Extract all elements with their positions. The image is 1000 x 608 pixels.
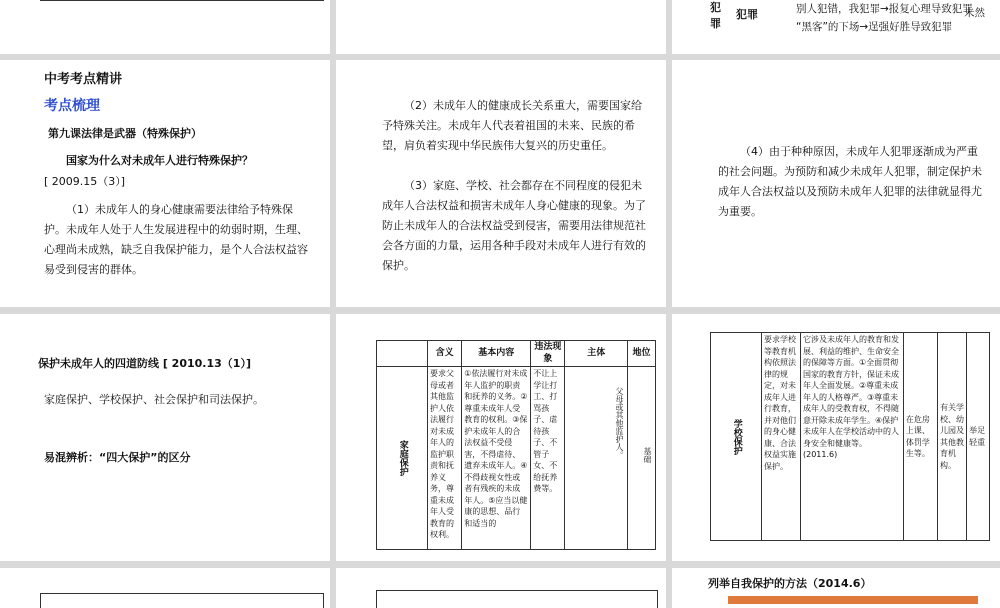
defense-body: 家庭保护、学校保护、社会保护和司法保护。 bbox=[44, 393, 264, 406]
slide-11 bbox=[336, 568, 666, 608]
header-meaning: 含义 bbox=[428, 341, 462, 367]
row-label: 家庭保护 bbox=[377, 367, 428, 550]
table-fragment bbox=[376, 590, 658, 608]
school-protection-table bbox=[710, 332, 990, 541]
cell-violation: 在危房上课、体罚学生等。 bbox=[903, 333, 937, 541]
self-protection-title: 列举自我保护的方法（2014.6） bbox=[708, 577, 872, 590]
table-row bbox=[377, 367, 656, 550]
paragraph-1: （1）未成年人的身心健康需要法律给予特殊保护。未成年人处于人生发展进程中的幼弱时期，生理、心理尚未成熟，缺乏自我保护能力，是个人合法权益容易受到侵害的群体。 bbox=[44, 203, 308, 276]
cell-meaning: 要求父母或者其他监护人依法履行对未成年人的监护职责和抚养义务，尊重未成年人受教育的权利。 bbox=[428, 367, 462, 550]
paragraph-4: （4）由于种种原因，未成年人犯罪逐渐成为严重的社会问题。为预防和减少未成年人犯罪，制定保护未成年人合法权益以及预防未成年人犯罪的法律就显得尤为重要。 bbox=[718, 145, 982, 218]
slide-7 bbox=[0, 314, 330, 561]
table-row bbox=[711, 333, 990, 541]
slide-8 bbox=[336, 314, 666, 561]
cell-content: 它涉及未成年人的教育和发展、利益的维护、生命安全的保障等方面。①全面贯彻国家的教育方针，保证未成年人全面发展。②尊重未成年人的人格尊严。③尊重未成年人的受教育权，不得随意开除未成年学生。④保护未成年人在学校活动中的人身安全和健康等。(2011.6) bbox=[801, 333, 904, 541]
slide-1 bbox=[0, 0, 330, 54]
slide-5 bbox=[336, 60, 666, 307]
cell-content: ①依法履行对未成年人监护的职责和抚养的义务。②尊重未成年人受教育的权利。③保护未成年人的合法权益不受侵害，不得虐待、遗弃未成年人。④不得歧视女性或者有残疾的未成年人。⑤应当以健康的思想、品行和适当的 bbox=[462, 367, 531, 550]
case-line-2: “黑客”的下场→逞强好胜导致犯罪 bbox=[796, 21, 953, 33]
cell-subject: 有关学校、幼儿园及其他教育机构。 bbox=[937, 333, 966, 541]
case-line-1: 别人犯错，我犯罪→报复心理导致犯罪 bbox=[796, 3, 973, 15]
slide-3 bbox=[672, 0, 1000, 54]
header-content: 基本内容 bbox=[462, 341, 531, 367]
row-label: 学校保护 bbox=[711, 333, 762, 541]
slide-4 bbox=[0, 60, 330, 307]
cell-meaning: 要求学校等教育机构依照法律的规定，对未成年人进行教育，并对他们的身心健康、合法权益实施保护。 bbox=[762, 333, 801, 541]
distinction-note: 易混辨析：“四大保护”的区分 bbox=[44, 451, 191, 464]
section-heading: 中考考点精讲 bbox=[44, 72, 123, 87]
header-violation: 违法现象 bbox=[531, 341, 565, 367]
section-subheading: 考点梳理 bbox=[44, 98, 100, 114]
paragraph-2: （2）未成年人的健康成长关系重大，需要国家给予特殊关注。未成年人代表着祖国的未来、民族的希望，肩负着实现中华民族伟大复兴的历史重任。 bbox=[382, 99, 642, 152]
family-protection-table bbox=[376, 340, 656, 550]
paragraph-3: （3）家庭、学校、社会都存在不同程度的侵犯未成年人合法权益和损害未成年人身心健康的现象。为了防止未成年人的合法权益受到侵害，需要用法律规范社会各方面的力量，运用各种手段对未成年人进行有效的保护。 bbox=[382, 179, 646, 272]
title-bar bbox=[728, 596, 978, 604]
cell-violation: 不让上学让打工、打骂孩子、虐待孩子、不管子女、不给抚养费等。 bbox=[531, 367, 565, 550]
side-label: 未然 bbox=[964, 7, 985, 19]
corner-cell bbox=[377, 341, 428, 367]
header-subject: 主体 bbox=[565, 341, 628, 367]
slide-6 bbox=[672, 60, 1000, 307]
question: 国家为什么对未成年人进行特殊保护？ bbox=[66, 154, 253, 167]
cell-status: 举足轻重 bbox=[967, 333, 990, 541]
vertical-label-2: 犯罪 bbox=[736, 8, 758, 21]
cell-status: 基础 bbox=[627, 367, 655, 550]
exam-ref: [ 2009.15（3）] bbox=[44, 175, 126, 188]
slide-12 bbox=[672, 568, 1000, 608]
table-fragment bbox=[40, 0, 324, 1]
table-header-row bbox=[377, 341, 656, 367]
header-status: 地位 bbox=[627, 341, 655, 367]
slide-10 bbox=[0, 568, 330, 608]
vertical-label-1: 犯罪 bbox=[710, 1, 721, 30]
slide-2 bbox=[336, 0, 666, 54]
slide-9 bbox=[672, 314, 1000, 561]
table-fragment bbox=[40, 593, 324, 608]
defense-title: 保护未成年人的四道防线 [ 2010.13（1）] bbox=[38, 357, 251, 370]
cell-subject: 父母或其他监护人。 bbox=[565, 367, 628, 550]
lesson-title: 第九课法律是武器（特殊保护） bbox=[48, 127, 202, 140]
